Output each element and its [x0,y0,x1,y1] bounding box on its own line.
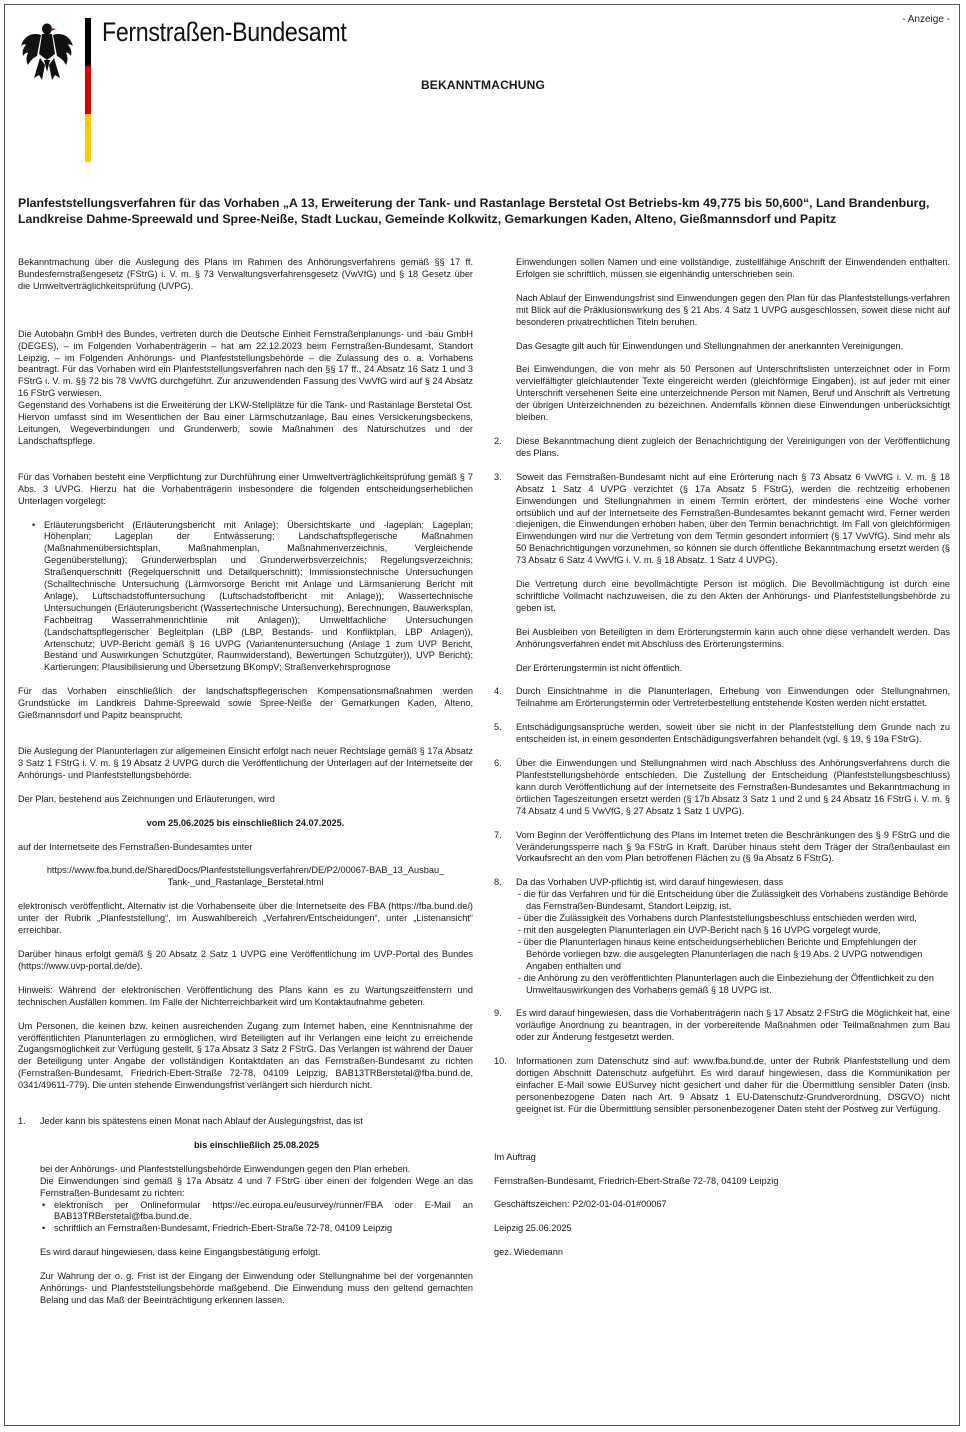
page-title: Planfeststellungsverfahren für das Vorhaben „A 13, Erweiterung der Tank- und Rastanlage Berstetal Ost Betriebs-km 49,775 bis 50,600“, Land Brandenburg, Landkreise Dahme-Spreewald und Spree-Neiße, Stadt Luckau, Gemeinde Kolkwitz, Gemarkungen Kaden, Alteno, Gießmannsdorf und Papitz [18,196,930,226]
subject-paragraph: Gegenstand des Vorhabens ist die Erweiterung der LKW-Stellplätze für die Tank- und Rastanlage Berstetal Ost. Hiervon umfasst sind im Wesentlichen der Bau einer Lärmschutzanlage, Bau eines Versickerungsbeckens, Leitungen, Wegeverbindungen und Grunderwerb, sowie Maßnahmen des Naturschutzes und der Landschaftspflege. [18,400,473,446]
list-item: • elektronisch per Onlineformular https://ec.europa.eu/eusurvey/runner/FBA oder E-Mail an BAB13TRBerstetal@fba.bund.de. [54,1200,473,1224]
numbered-item-7 [494,830,950,866]
numbered-item-10 [494,1056,950,1116]
list-item: - über die Planunterlagen hinaus keine entscheidungserheblichen Berichte und Empfehlungen der Behörde vorliegen bzw. die ausgelegten Planunterlagen die nach § 19 Abs. 2 UVPG notwendigen Angaben enthalten und [518,936,923,971]
list-item: • Erläuterungsbericht (Erläuterungsbericht mit Anlage); Übersichtskarte und -lageplan; Lageplan; Höhenplan; Lageplan der Entwässerung; Landschaftspflegerische Maßnahmen (Maßnahmenübersichtsplan, Maßnahmenplan, Maßnahmenverzeichnis, Vergleichende Gegenüberstellung); Grunderwerbsplan und Grunderwerbsverzeichnis; Regelungsverzeichnis; Straßenquerschnitt (Regelquerschnitt und Detailquerschnitt); Immissionstechnische Untersuchungen (Schalltechnische Untersuchung (Lärmvorsorge Bericht mit Anlage und Lärmsanierung Bericht mit Anlage), Luftschadstoffuntersuchung (Luftschadstoffbericht mit Anlage)); Wassertechnische Untersuchungen (Erläuterungsbericht (Wassertechnische Untersuchung), Berechnungen, Bauwerksplan, Fachbeitrag Wasserrahmenrichtlinie mit Anlagen)); Umweltfachliche Untersuchungen (Landschaftspflegerischer Begleitplan (LBP (LBP, Bestands- und Konfliktplan, LBP Anlagen)), Artenschutz; UVP-Bericht gemäß § 16 UVPG (Variantenuntersuchung (Anlage 1 zum UVP Bericht, Bestand und Auswirkungen Schutzgüter, Raumwiderstand), Bewertungen Schutzgüter)), UVP Bericht); Kartierungen; Plausibilisierung und Übersetzung BKompV; Straßenverkehrsprognose [44,520,473,675]
paragraph: Bei Einwendungen, die von mehr als 50 Personen auf Unterschriftslisten unterzeichnet oder in Form vervielfältigter gleichlautender Texte eingereicht werden (gleichförmige Eingaben), ist auf jeder mit einer Unterschrift versehenen Seite eine unterzeichnende Person mit Namen, Beruf und Anschrift als Vertretung der übrigen Unterzeichnenden zu bezeichnen. Andernfalls können diese Einwendungen unberücksichtigt bleiben. [516,364,950,423]
item-text: Es wird darauf hingewiesen, dass die Vorhabenträgerin nach § 17 Absatz 2 FStrG die Möglichkeit hat, eine vorläufige Anordnung zu beantragen, in der vorbereitende Maßnahmen oder Teilmaßnahmen zum Bau oder zur Änderung festgesetzt werden. [516,1008,950,1043]
uvp-portal-paragraph: Darüber hinaus erfolgt gemäß § 20 Absatz 2 Satz 1 UVPG eine Veröffentlichung im UVP-Portal des Bundes (https://www.uvp-portal.de/de). [18,948,473,971]
item-text: Durch Einsichtnahme in die Planunterlagen, Erhebung von Einwendungen oder Stellungnahmen, Teilnahme am Erörterungstermin oder Vertreterbestellung entstehende Kosten werden nicht erstattet. [516,686,950,709]
uvp-paragraph: Für das Vorhaben besteht eine Verpflichtung zur Durchführung einer Umweltverträglichkeitsprüfung gemäß § 7 Abs. 3 UVPG. Hierzu hat die Vorhabenträgerin insbesondere die folgenden entscheidungserheblichen Unterlagen vorgelegt: [18,471,473,506]
item-text: Die Einwendungen sind gemäß § 17a Absatz 4 und 7 FStrG über einen der folgenden Wege an das Fernstraßen-Bundesamt zu richten: [40,1175,473,1198]
item-text: Der Erörterungstermin ist nicht öffentlich. [516,662,683,673]
paragraph: Nach Ablauf der Einwendungsfrist sind Einwendungen gegen den Plan für das Planfeststellungs-verfahren mit Blick auf die Präklusionswirkung des § 21 Abs. 4 Satz 1 UVPG ausgeschlossen, soweit diese nicht auf besonderen privatrechtlichen Titeln beruhen. [516,292,950,327]
numbered-item-1 [18,1116,473,1307]
list-item: - die für das Verfahren und für die Entscheidung über die Zulässigkeit des Vorhabens zuständige Behörde das Fernstraßen-Bundesamt, Standort Leipzig, ist, [518,889,949,912]
item-number: 6. [494,758,502,769]
item-text: Über die Einwendungen und Stellungnahmen wird nach Abschluss des Anhörungsverfahrens durch die Planfeststellungsbehörde entschieden. Die Zustellung der Entscheidung (Planfeststellungsbeschluss) kann durch Veröffentlichung auf der Internetseite des Fernstraßen-Bundesamtes und Bekanntmachung in örtlichen Tageszeitungen ersetzt werden (§ 17b Absatz 3 Satz 1 und 2 und § 24 Absatz 16 FStrG i. V. m. § 74 Absatz 4 und 5 VwVfG, § 27 Absatz 1 Satz 1 UVPG). [516,758,950,816]
item-number: 10. [494,1056,507,1067]
documents-list [18,520,473,675]
land-paragraph: Für das Vorhaben einschließlich der landschaftspflegerischen Kompensationsmaßnahmen werden Grundstücke im Landkreis Dahme-Spreewald sowie Spree-Neiße der Gemarkungen Kaden, Alteno, Gießmannsdorf und Papitz beansprucht. [18,686,473,721]
item-text: Zur Wahrung der o. g. Frist ist der Eingang der Einwendung oder Stellungnahme bei der vorgenannten Anhörungs- und Planfeststellungsbehörde maßgebend. Die Einwendung muss den geltend gemachten Belang und das Maß der Beeinträchtigung erkennen lassen. [40,1271,473,1305]
signatory: gez. Wiedemann [494,1247,563,1258]
document-type-heading: BEKANNTMACHUNG [420,78,546,92]
item-number: 9. [494,1008,502,1019]
item-text: Vom Beginn der Veröffentlichung des Plans im Internet treten die Beschränkungen des § 9 FStrG und die Veränderungssperre nach § 9a FStrG in Kraft. Darüber hinaus steht dem Träger der Straßenbaulast ein Vorkaufsrecht an den vom Plan betroffenen Flächen zu (§ 9a Absatz 6 FStrG). [516,829,950,864]
item-text: Die Vertretung durch eine bevollmächtigte Person ist möglich. Die Bevollmächtigung ist durch eine schriftliche Vollmacht nachzuweisen, die zu den Akten der Anhörungs- und Planfeststellungsbehörde zu geben ist. [516,579,950,613]
maintenance-note: Hinweis: Während der elektronischen Veröffentlichung des Plans kann es zu Wartungszeitfenstern und technischen Ausfällen kommen. Im Falle der Nichterreichbarkeit wird um Kontaktaufnahme gebeten. [18,984,473,1007]
alternative-access-paragraph: elektronisch veröffentlicht. Alternativ ist die Vorhabenseite über die Internetseite des FBA (https://fba.bund.de/) unter der Rubrik „Planfeststellung“, im Auswahlbereich „Verfahren/Entscheidungen“, unter „Listenansicht“ erreichbar. [18,901,473,936]
item-text: Entschädigungsansprüche werden, soweit über sie nicht in der Planfeststellung dem Grunde nach zu entscheiden ist, in einem gesonderten Entschädigungsverfahren behandelt (vgl. § 19, § 19a FStrG). [516,722,950,745]
applicant-paragraph: Die Autobahn GmbH des Bundes, vertreten durch die Deutsche Einheit Fernstraßenplanungs- und -bau GmbH (DEGES), – im Folgenden Vorhabenträgerin – hat am 22.12.2023 beim Fernstraßen-Bundesamt, Standort Leipzig, – im Folgenden Anhörungs- und Planfeststellungsbehörde – die Zulassung des o. a. Vorhabens beantragt. Für das Vorhaben wird ein Planfeststellungsverfahren nach den §§ 17 ff., 24 Absatz 16 Satz 1 und 3 FStrG i. V. m. §§ 72 bis 78 VwVfG durchgeführt. Zur anzuwendenden Fassung des VwVfG wird auf § 24 Absatz 16 FStrG verwiesen. [18,328,473,399]
numbered-item-4 [494,686,950,710]
objection-deadline: bis einschließlich 25.08.2025 [193,1139,320,1150]
paragraph: Das Gesagte gilt auch für Einwendungen und Stellungnahmen der anerkannten Vereinigungen. [516,340,904,351]
website-paragraph: auf der Internetseite des Fernstraßen-Bundesamtes unter [18,841,253,852]
ad-label: - Anzeige - [902,14,950,25]
right-column [494,257,950,1259]
list-item: - mit den ausgelegten Planunterlagen ein UVP-Bericht nach § 16 UVPG vorgelegt wurde, [518,924,881,935]
item-text: Es wird darauf hingewiesen, dass keine Eingangsbestätigung erfolgt. [40,1247,321,1258]
federal-eagle-icon [20,20,74,82]
item-number: 4. [494,686,502,697]
paragraph: Einwendungen sollen Namen und eine vollständige, zustellfähige Anschrift der Einwendenden enthalten. Erfolgen sie schriftlich, müssen sie eigenhändig unterschrieben sein. [516,257,950,279]
item-number: 8. [494,877,502,888]
offline-access-paragraph: Um Personen, die keinen bzw. keinen ausreichenden Zugang zum Internet haben, eine Kenntnisnahme der veröffentlichten Planunterlagen zu ermöglichen, wird Beteiligten auf ihr Verlangen eine leicht zu erreichende Zugangsmöglichkeit zur Verfügung gestellt, § 17a Absatz 3 Satz 2 FStrG. Das Verlangen ist während der Dauer der Beteiligung unter Angabe der vollständigen Kontaktdaten an das Fernstraßen-Bundesamt zu richten (Fernstraßen-Bundesamt, Friedrich-Ebert-Straße 72-78, 04109 Leipzig, BAB13TRBerstetal@fba.bund.de, 0341/49611-779). Die unten stehende Einwendungsfrist verlängert sich hierdurch nicht. [18,1020,473,1091]
item-text: Informationen zum Datenschutz sind auf: www.fba.bund.de, unter der Rubrik Planfeststellung und dem dortigen Abschnitt Datenschutz aufgeführt. Es wird darauf hingewiesen, dass die Kommunikation per einfacher E-Mail sowie EUSurvey nicht gesichert und daher für die Übermittlung sensibler Daten (insb. personenbezogene Daten nach Art. 9 Absatz 1 EU-Datenschutz-Grundverordnung, DSGVO) nicht geeignet ist. Für die Übermittlung sensibler personenbezogener Daten steht der Postweg zur Verfügung. [516,1056,950,1114]
numbered-item-2 [494,436,950,460]
submission-channels [40,1200,473,1236]
numbered-item-9 [494,1008,950,1044]
numbered-item-5 [494,722,950,746]
signature-im-auftrag: Im Auftrag [494,1151,536,1162]
file-reference: Geschäftszeichen: P2/02-01-04-01#00067 [494,1199,667,1210]
list-item: - die Anhörung zu den veröffentlichten Planunterlagen auch die Einbeziehung der Öffentlichkeit zu den Umweltauswirkungen des Vorhabens gemäß § 18 UVPG ist. [518,972,934,995]
list-item: - über die Zulässigkeit des Vorhabens durch Planfeststellungsbeschluss entschieden werden wird, [518,913,917,924]
intro-paragraph: Bekanntmachung über die Auslegung des Plans im Rahmen des Anhörungsverfahrens gemäß §§ 17 ff. Bundesfernstraßengesetz (FStrG) i. V. m. § 73 Verwaltungsverfahrensgesetz (VwVfG) und § 18 Gesetz über die Umweltverträglichkeitsprüfung (UVPG). [18,257,473,291]
item-number: 2. [494,435,502,446]
place-date: Leipzig 25.06.2025 [494,1223,572,1234]
item-text: Da das Vorhaben UVP-pflichtig ist, wird darauf hingewiesen, dass [516,877,784,888]
item-number: 7. [494,829,502,840]
publication-period: vom 25.06.2025 bis einschließlich 24.07.2025. [146,817,345,828]
item-text: Jeder kann bis spätestens einen Monat nach Ablauf der Auslegungsfrist, das ist [40,1116,363,1127]
brand-name: Fernstraßen-Bundesamt [102,17,347,47]
publication-paragraph: Die Auslegung der Planunterlagen zur allgemeinen Einsicht erfolgt nach neuer Rechtslage gemäß § 17a Absatz 3 Satz 1 FStrG i. V. m. § 19 Absatz 2 UVPG durch die Veröffentlichung der Unterlagen auf der Internetseite der Anhörungs- und Planfeststellungsbehörde. [18,746,473,780]
item-text: Diese Bekanntmachung dient zugleich der Benachrichtigung der Vereinigungen von der Veröffentlichung des Plans. [516,435,950,458]
item-text: bei der Anhörungs- und Planfeststellungsbehörde Einwendungen gegen den Plan erheben. [40,1163,411,1174]
left-column [18,257,473,1307]
plan-url-line-1[interactable]: https://www.fba.bund.de/SharedDocs/Planfeststellungsverfahren/DE/P2/00067-BAB_13_Ausbau_ [46,865,445,876]
item-number: 1. [18,1116,26,1127]
numbered-item-3 [494,472,950,675]
authority-address: Fernstraßen-Bundesamt, Friedrich-Ebert-Straße 72-78, 04109 Leipzig [494,1175,779,1186]
item-number: 5. [494,722,502,733]
item-text: Soweit das Fernstraßen-Bundesamt nicht auf eine Erörterung nach § 73 Absatz 6 VwVfG i. V. m. § 18 Absatz 1 Satz 4 UVPG verzichtet (§ 17a Absatz 5 FStrG), werden die rechtzeitig erhobenen Einwendungen und Stellungnahmen in einem Termin erörtert, der mindestens eine Woche vorher ortsüblich und auf der Internetseite des Fernstraßen-Bundesamtes bekannt gemacht wird. Ferner werden diejenigen, die Einwendungen erhoben haben, über den Termin benachrichtigt. Im Fall von gleichförmigen Einwendungen wird nur die Vertretung von dem Termin gesondert informiert (§ 17 VwVfG). Sind mehr als 50 Benachrichtigungen vorzunehmen, so können sie durch öffentliche Bekanntmachung ersetzt werden (§ 73 Absatz 6 Satz 4 VwVfG i. V. m. § 18 Absatz. 1 Satz 4 UVPG). [516,471,950,566]
item-number: 3. [494,471,502,482]
plan-paragraph: Der Plan, bestehend aus Zeichnungen und Erläuterungen, wird [18,793,275,804]
list-item: • schriftlich an Fernstraßen-Bundesamt, Friedrich-Ebert-Straße 72-78, 04109 Leipzig [54,1223,473,1235]
plan-url-line-2[interactable]: Tank-_und_Rastanlage_Berstetal.html [167,877,324,888]
item-text: Bei Ausbleiben von Beteiligten in dem Erörterungstermin kann auch ohne diese verhandelt werden. Das Anhörungsverfahren endet mit Abschluss des Erörterungstermins. [516,626,950,649]
numbered-item-8 [494,877,950,996]
numbered-item-6 [494,758,950,818]
